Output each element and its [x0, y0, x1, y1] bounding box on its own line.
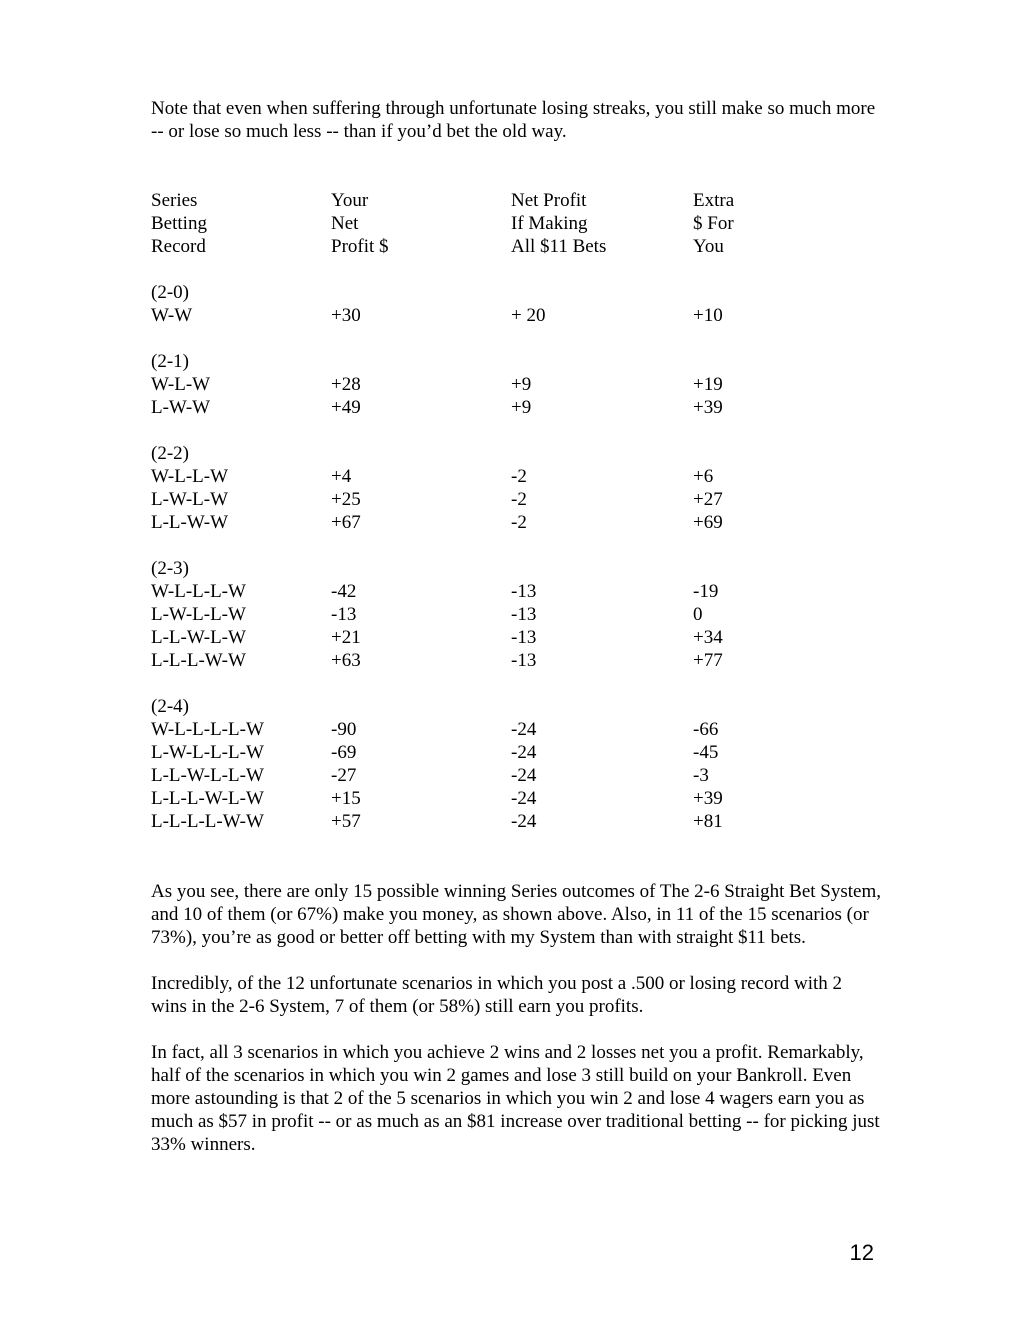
- extra-cell: 0: [693, 604, 703, 625]
- flat-bet-profit-cell: -24: [511, 719, 537, 740]
- summary-paragraph-1: As you see, there are only 15 possible winning Series outcomes of The 2-6 Straight Bet System, and 10 of them (or 67%) make you money, as shown above. Also, in 11 of the 15 scenarios (or 73%), you’re as good or better off betting with my System than with straight $11 bets.: [151, 881, 881, 948]
- group-label-row: [151, 695, 881, 718]
- net-profit-cell: +15: [331, 788, 361, 809]
- flat-bet-profit-cell: -2: [511, 466, 527, 487]
- net-profit-cell: +49: [331, 397, 361, 418]
- flat-bet-profit-cell: -24: [511, 811, 537, 832]
- table-row: [151, 580, 881, 603]
- net-profit-cell: +30: [331, 305, 361, 326]
- extra-cell: -19: [693, 581, 719, 602]
- record-cell: W-L-L-L-W: [151, 581, 246, 602]
- table-row: [151, 304, 881, 327]
- extra-cell: +69: [693, 512, 723, 533]
- extra-cell: +27: [693, 489, 723, 510]
- spacer-cell: [151, 327, 881, 350]
- header-row: [151, 189, 881, 212]
- table-row: [151, 603, 881, 626]
- flat-bet-profit-cell: -24: [511, 788, 537, 809]
- flat-bet-profit-cell: +9: [511, 374, 532, 395]
- column-header: Extra: [693, 190, 735, 211]
- record-cell: L-L-L-L-W-W: [151, 811, 264, 832]
- record-cell: L-W-W: [151, 397, 211, 418]
- record-cell: W-W: [151, 305, 193, 326]
- extra-cell: +77: [693, 650, 723, 671]
- summary-paragraph-3: In fact, all 3 scenarios in which you achieve 2 wins and 2 losses net you a profit. Remarkably, half of the scenarios in which you win 2 games and lose 3 still build on your Bankroll. Even more astounding is that 2 of the 5 scenarios in which you win 2 and lose 4 wagers earn you as much as $57 in profit -- or as much as an $81 increase over traditional betting -- for picking just 33% winners.: [151, 1042, 880, 1155]
- group-label: (2-1): [151, 351, 189, 372]
- net-profit-cell: +21: [331, 627, 361, 648]
- flat-bet-profit-cell: -13: [511, 627, 537, 648]
- table-row: [151, 511, 881, 534]
- net-profit-cell: -13: [331, 604, 357, 625]
- flat-bet-profit-cell: -2: [511, 489, 527, 510]
- summary-paragraph-2: Incredibly, of the 12 unfortunate scenarios in which you post a .500 or losing record with 2 wins in the 2-6 System, 7 of them (or 58%) still earn you profits.: [151, 973, 843, 1017]
- group-label-row: [151, 350, 881, 373]
- record-cell: L-L-W-L-L-W: [151, 765, 264, 786]
- betting-results-table: [151, 189, 881, 833]
- extra-cell: +39: [693, 397, 723, 418]
- flat-bet-profit-cell: +9: [511, 397, 532, 418]
- net-profit-cell: +25: [331, 489, 361, 510]
- extra-cell: +81: [693, 811, 723, 832]
- table-row: [151, 764, 881, 787]
- record-cell: W-L-W: [151, 374, 211, 395]
- group-label: (2-4): [151, 696, 189, 717]
- table-row: [151, 810, 881, 833]
- column-header: If Making: [511, 213, 588, 234]
- record-cell: W-L-L-W: [151, 466, 229, 487]
- net-profit-cell: +4: [331, 466, 352, 487]
- group-label: (2-0): [151, 282, 189, 303]
- table-row: [151, 396, 881, 419]
- group-label: (2-3): [151, 558, 189, 579]
- column-header: Betting: [151, 213, 207, 234]
- record-cell: L-W-L-L-W: [151, 604, 246, 625]
- net-profit-cell: +57: [331, 811, 361, 832]
- spacer-cell: [151, 419, 881, 442]
- extra-cell: +34: [693, 627, 723, 648]
- spacer-row: [151, 419, 881, 442]
- spacer-cell: [151, 534, 881, 557]
- record-cell: W-L-L-L-L-W: [151, 719, 264, 740]
- extra-cell: +6: [693, 466, 714, 487]
- extra-cell: -45: [693, 742, 719, 763]
- column-header: Your: [331, 190, 369, 211]
- net-profit-cell: -90: [331, 719, 357, 740]
- document-page: [151, 97, 881, 1179]
- page-number: 12: [849, 1240, 874, 1265]
- table-row: [151, 649, 881, 672]
- net-profit-cell: -27: [331, 765, 357, 786]
- net-profit-cell: -69: [331, 742, 357, 763]
- extra-cell: +10: [693, 305, 723, 326]
- summary-section: [151, 880, 881, 1156]
- spacer-cell: [151, 672, 881, 695]
- group-label-row: [151, 557, 881, 580]
- net-profit-cell: -42: [331, 581, 357, 602]
- flat-bet-profit-cell: -24: [511, 742, 537, 763]
- record-cell: L-W-L-L-L-W: [151, 742, 264, 763]
- header-row: [151, 235, 881, 258]
- record-cell: L-L-W-L-W: [151, 627, 246, 648]
- column-header: Profit $: [331, 236, 389, 257]
- group-label: (2-2): [151, 443, 189, 464]
- extra-cell: -66: [693, 719, 719, 740]
- table-row: [151, 741, 881, 764]
- spacer-row: [151, 327, 881, 350]
- spacer-row: [151, 534, 881, 557]
- column-header: Net Profit: [511, 190, 587, 211]
- record-cell: L-W-L-W: [151, 489, 229, 510]
- net-profit-cell: +63: [331, 650, 361, 671]
- extra-cell: -3: [693, 765, 709, 786]
- table-row: [151, 373, 881, 396]
- column-header: Series: [151, 190, 198, 211]
- intro-paragraph: Note that even when suffering through unfortunate losing streaks, you still make so much more -- or lose so much less -- than if you’d bet the old way.: [151, 98, 876, 142]
- table-row: [151, 488, 881, 511]
- flat-bet-profit-cell: + 20: [511, 305, 546, 326]
- column-header: You: [693, 236, 724, 257]
- table-row: [151, 465, 881, 488]
- column-header: Record: [151, 236, 206, 257]
- table-body: [151, 189, 881, 833]
- group-label-row: [151, 281, 881, 304]
- extra-cell: +19: [693, 374, 723, 395]
- flat-bet-profit-cell: -13: [511, 604, 537, 625]
- net-profit-cell: +67: [331, 512, 361, 533]
- spacer-cell: [151, 258, 881, 281]
- spacer-row: [151, 258, 881, 281]
- table-row: [151, 787, 881, 810]
- column-header: $ For: [693, 213, 734, 234]
- flat-bet-profit-cell: -13: [511, 581, 537, 602]
- group-label-row: [151, 442, 881, 465]
- flat-bet-profit-cell: -13: [511, 650, 537, 671]
- net-profit-cell: +28: [331, 374, 361, 395]
- column-header: Net: [331, 213, 359, 234]
- extra-cell: +39: [693, 788, 723, 809]
- record-cell: L-L-W-W: [151, 512, 229, 533]
- record-cell: L-L-L-W-W: [151, 650, 246, 671]
- record-cell: L-L-L-W-L-W: [151, 788, 264, 809]
- flat-bet-profit-cell: -24: [511, 765, 537, 786]
- header-row: [151, 212, 881, 235]
- spacer-row: [151, 672, 881, 695]
- flat-bet-profit-cell: -2: [511, 512, 527, 533]
- column-header: All $11 Bets: [511, 236, 607, 257]
- table-row: [151, 626, 881, 649]
- table-row: [151, 718, 881, 741]
